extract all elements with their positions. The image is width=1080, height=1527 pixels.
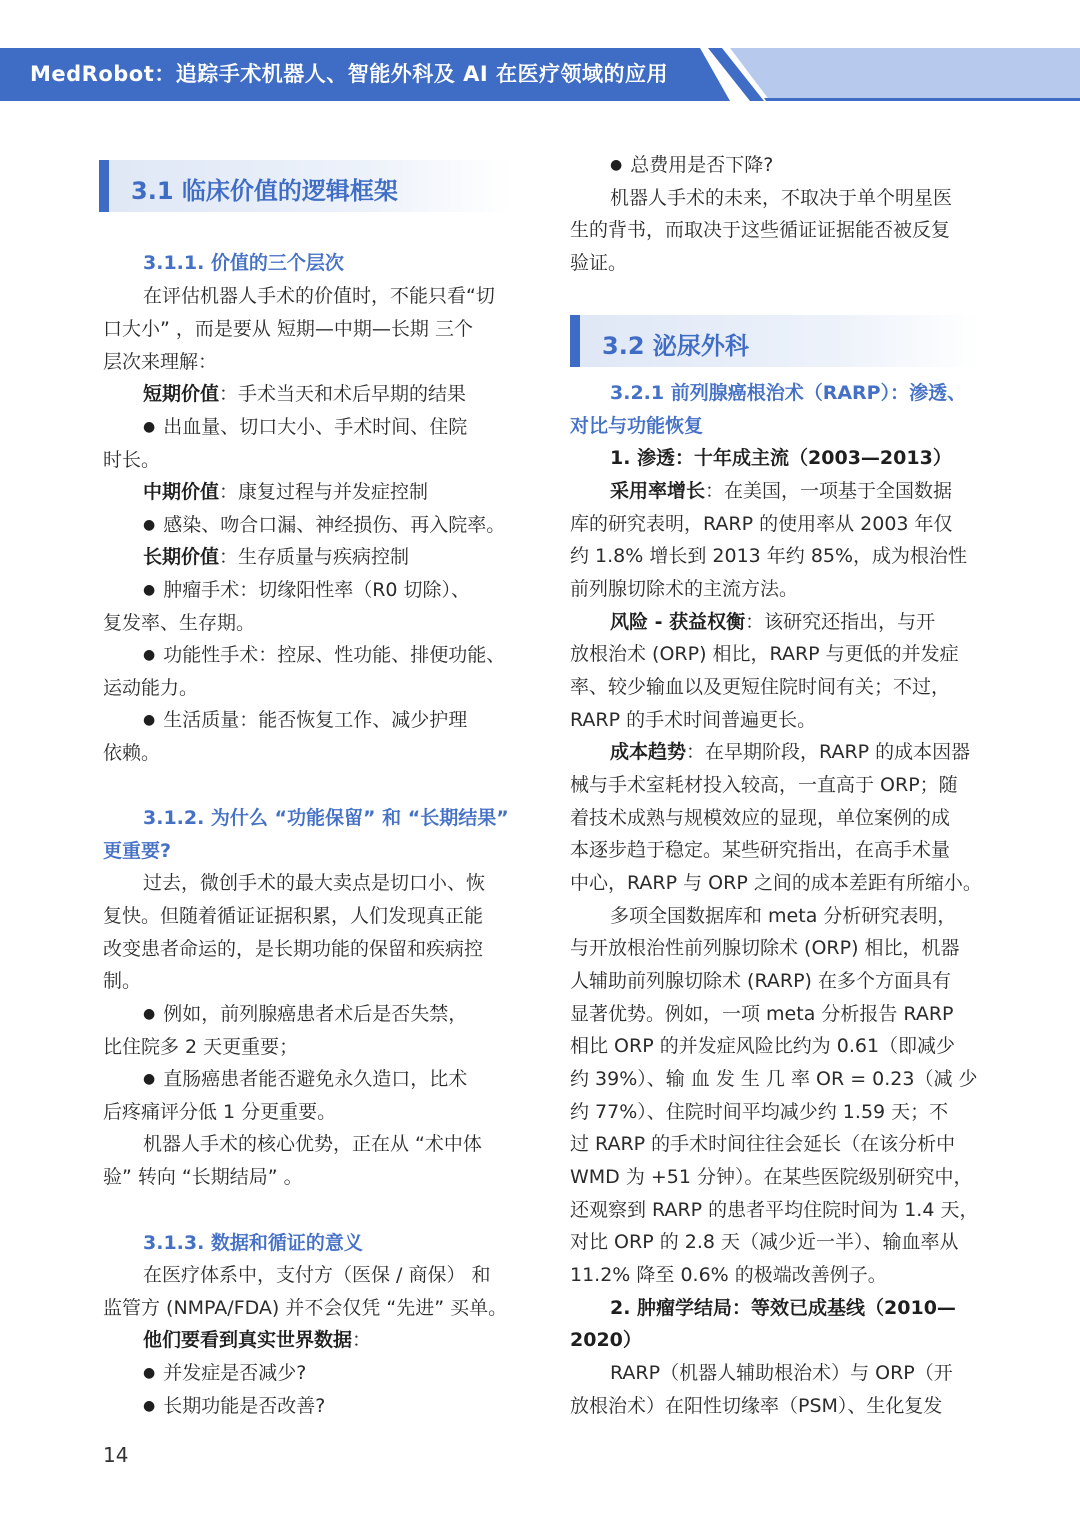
- paragraph-line: 11.2% 降至 0.6% 的极端改善例子。: [570, 1264, 887, 1286]
- bullet-icon: ●: [143, 1398, 156, 1414]
- bullet-item: [143, 1390, 325, 1423]
- paragraph-line: RARP（机器人辅助根治术）与 ORP（开: [610, 1362, 953, 1384]
- paragraph-line: 显著优势。例如，一项 meta 分析报告 RARP: [570, 1003, 954, 1025]
- paragraph-line: 约 39%）、输 血 发 生 几 率 OR = 0.23（减 少: [570, 1068, 978, 1090]
- paragraph-line: 比住院多 2 天更重要；: [103, 1036, 299, 1058]
- short-term-text: ：手术当天和术后早期的结果: [219, 383, 467, 405]
- bullet-text: 生活质量：能否恢复工作、减少护理: [163, 709, 468, 731]
- bullet-icon: ●: [143, 712, 156, 728]
- bullet-item: [143, 574, 470, 607]
- heading-3-1-2: 3.1.2. 为什么 “功能保留” 和 “长期结果”: [143, 807, 509, 829]
- long-term-value-line: [143, 541, 409, 574]
- bullet-item: [143, 704, 467, 737]
- short-term-label: 短期价值: [143, 383, 220, 405]
- paragraph-line: 验” 转向 “长期结局” 。: [103, 1166, 303, 1188]
- paragraph-line: 库的研究表明，RARP 的使用率从 2003 年仅: [570, 513, 953, 535]
- paragraph-line: 制。: [103, 970, 142, 992]
- paragraph-line: 放根治术）在阳性切缘率（PSM）、生化复发: [570, 1395, 943, 1417]
- section-3-2-title: 3.2 泌尿外科: [602, 332, 749, 360]
- paragraph-line: 复快。但随着循证证据积累，人们发现真正能: [103, 905, 484, 927]
- bullet-text: 肿瘤手术：切缘阳性率（R0 切除）、: [163, 579, 471, 601]
- paragraph-line: 机器人手术的核心优势，正在从 “术中体: [143, 1133, 482, 1155]
- risk-benefit-text: ：该研究还指出，与开: [745, 611, 936, 633]
- paragraph-line: 在医疗体系中，支付方（医保 / 商保） 和: [143, 1264, 491, 1286]
- bullet-text: 出血量、切口大小、手术时间、住院: [163, 416, 468, 438]
- paragraph-line: RARP 的手术时间普遍更长。: [570, 709, 817, 731]
- risk-benefit-label: 风险 - 获益权衡: [610, 611, 746, 633]
- paragraph-line: 放根治术 (ORP) 相比，RARP 与更低的并发症: [570, 643, 959, 665]
- section-3-2-title-box: [570, 315, 980, 367]
- paragraph-line: 后疼痛评分低 1 分更重要。: [103, 1101, 337, 1123]
- paragraph-line: 生的背书，而取决于这些循证证据能否被反复: [570, 219, 951, 241]
- bullet-text: 直肠癌患者能否避免永久造口，比术: [163, 1068, 468, 1090]
- mid-term-text: ：康复过程与并发症控制: [219, 481, 429, 503]
- bullet-text: 并发症是否减少?: [163, 1362, 307, 1384]
- risk-benefit-line: [610, 606, 935, 639]
- paragraph-line: 多项全国数据库和 meta 分析研究表明，: [610, 905, 957, 927]
- page-number: 14: [103, 1443, 129, 1467]
- paragraph-line: 前列腺切除术的主流方法。: [570, 578, 799, 600]
- paragraph-line: 相比 ORP 的并发症风险比约为 0.61（即减少: [570, 1035, 956, 1057]
- bullet-text: 功能性手术：控尿、性功能、排便功能、: [163, 644, 506, 666]
- long-term-text: ：生存质量与疾病控制: [219, 546, 410, 568]
- subheading-oncology: 2. 肿瘤学结局：等效已成基线（2010—: [610, 1297, 956, 1319]
- bullet-icon: ●: [143, 1365, 156, 1381]
- section-3-1-title-box: [99, 160, 511, 212]
- paragraph-line: 约 1.8% 增长到 2013 年约 85%，成为根治性: [570, 545, 968, 567]
- paragraph-line: 依赖。: [103, 742, 161, 764]
- paragraph-line: 机器人手术的未来，不取决于单个明星医: [610, 187, 953, 209]
- bullet-text: 长期功能是否改善?: [163, 1395, 326, 1417]
- heading-3-1-2-cont: 更重要?: [103, 840, 172, 862]
- bullet-text: 例如，前列腺癌患者术后是否失禁，: [163, 1003, 468, 1025]
- heading-3-1-1: 3.1.1. 价值的三个层次: [143, 252, 344, 274]
- adoption-label: 采用率增长: [610, 480, 706, 502]
- paragraph-line: 率、较少输血以及更短住院时间有关；不过，: [570, 676, 951, 698]
- long-term-label: 长期价值: [143, 546, 220, 568]
- bullet-icon: ●: [143, 647, 156, 663]
- real-world-data-label: 他们要看到真实世界数据: [143, 1329, 353, 1351]
- bullet-item: [143, 1357, 306, 1390]
- cost-trend-label: 成本趋势: [610, 741, 687, 763]
- paragraph-line: 人辅助前列腺切除术 (RARP) 在多个方面具有: [570, 970, 951, 992]
- cost-trend-line: [610, 736, 970, 769]
- subheading-penetration: 1. 渗透：十年成主流（2003—2013）: [610, 447, 952, 469]
- paragraph-line: 过 RARP 的手术时间往往会延长（在该分析中: [570, 1133, 956, 1155]
- bullet-item: [143, 509, 505, 542]
- bullet-icon: ●: [143, 419, 156, 435]
- paragraph-line: 中心，RARP 与 ORP 之间的成本差距有所缩小。: [570, 872, 982, 894]
- paragraph-line: 验证。: [570, 252, 628, 274]
- paragraph-line: 在评估机器人手术的价值时，不能只看“切: [143, 285, 495, 307]
- paragraph-line: 过去，微创手术的最大卖点是切口小、恢: [143, 872, 486, 894]
- paragraph-line: 改变患者命运的，是长期功能的保留和疾病控: [103, 938, 484, 960]
- paragraph-line: 对比 ORP 的 2.8 天（减少近一半）、输血率从: [570, 1231, 959, 1253]
- heading-3-1-3: 3.1.3. 数据和循证的意义: [143, 1232, 363, 1254]
- heading-3-2-1-cont: 对比与功能恢复: [570, 415, 704, 437]
- paragraph-line: 本逐步趋于稳定。某些研究指出，在高手术量: [570, 839, 951, 861]
- bullet-icon: ●: [143, 1071, 156, 1087]
- section-3-1-title: 3.1 临床价值的逻辑框架: [131, 177, 398, 205]
- subheading-oncology-cont: 2020）: [570, 1329, 642, 1351]
- colon-text: ：: [352, 1329, 372, 1351]
- paragraph-line: 监管方 (NMPA/FDA) 并不会仅凭 “先进” 买单。: [103, 1297, 508, 1319]
- paragraph-line: 时长。: [103, 449, 161, 471]
- paragraph-line: 械与手术室耗材投入较高，一直高于 ORP；随: [570, 774, 958, 796]
- bullet-item: [143, 998, 467, 1031]
- header-banner: [0, 0, 1080, 120]
- paragraph-line: 层次来理解：: [103, 351, 218, 373]
- bullet-icon: ●: [143, 517, 156, 533]
- short-term-value-line: [143, 378, 466, 411]
- bullet-icon: ●: [143, 582, 156, 598]
- mid-term-value-line: [143, 476, 428, 509]
- paragraph-line: 约 77%）、住院时间平均减少约 1.59 天；不: [570, 1101, 949, 1123]
- real-world-data-line: [143, 1324, 371, 1357]
- adoption-line: [610, 475, 952, 508]
- bullet-icon: ●: [143, 1006, 156, 1022]
- heading-3-2-1: 3.2.1 前列腺癌根治术（RARP）：渗透、: [610, 382, 967, 404]
- paragraph-line: 口大小” ，而是要从 短期—中期—长期 三个: [103, 318, 473, 340]
- section-accent-bar: [570, 315, 580, 367]
- paragraph-line: 着技术成熟与规模效应的显现，单位案例的成: [570, 807, 951, 829]
- cost-trend-text: ：在早期阶段，RARP 的成本因器: [686, 741, 971, 763]
- paragraph-line: 与开放根治性前列腺切除术 (ORP) 相比，机器: [570, 937, 960, 959]
- bullet-item: [143, 411, 467, 444]
- bullet-icon: ●: [610, 157, 623, 173]
- mid-term-label: 中期价值: [143, 481, 220, 503]
- bullet-item: [610, 149, 773, 182]
- bullet-item: [143, 1063, 467, 1096]
- paragraph-line: 还观察到 RARP 的患者平均住院时间为 1.4 天，: [570, 1199, 979, 1221]
- section-accent-bar: [99, 160, 109, 212]
- paragraph-line: 复发率、生存期。: [103, 612, 256, 634]
- paragraph-line: 运动能力。: [103, 677, 199, 699]
- bullet-text: 感染、吻合口漏、神经损伤、再入院率。: [163, 514, 506, 536]
- adoption-text: ：在美国，一项基于全国数据: [705, 480, 953, 502]
- paragraph-line: WMD 为 +51 分钟）。在某些医院级别研究中，: [570, 1166, 973, 1188]
- bullet-text: 总费用是否下降?: [630, 154, 774, 176]
- bullet-item: [143, 639, 505, 672]
- header-title: MedRobot：追踪手术机器人、智能外科及 AI 在医疗领域的应用: [30, 62, 668, 86]
